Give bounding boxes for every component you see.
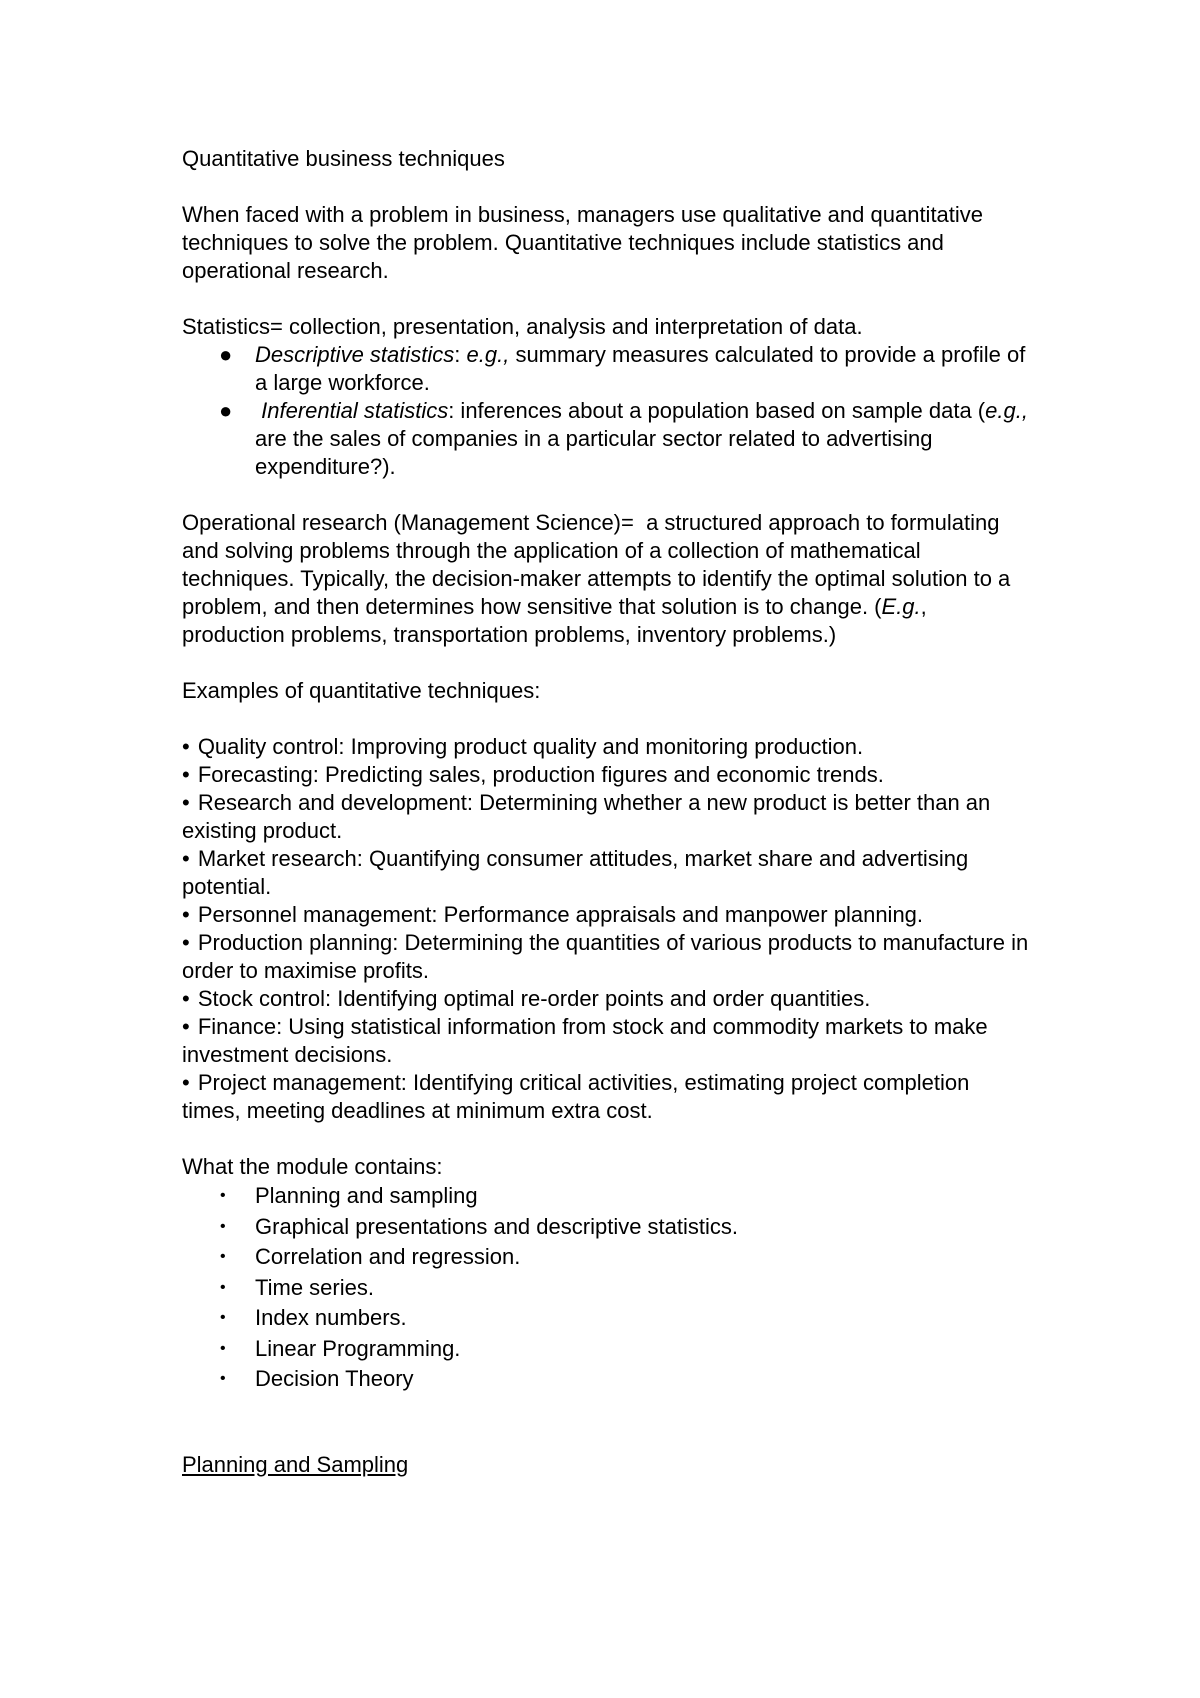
bullet-icon: • [182, 902, 190, 927]
statistics-list [182, 341, 1032, 481]
intro-paragraph: When faced with a problem in business, managers use qualitative and quantitative techniques to solve the problem. Quantitative techniques include statistics and operational research. [182, 202, 984, 283]
list-item: • Finance: Using statistical information from stock and commodity markets to make investment decisions. [182, 1014, 988, 1067]
list-item: • Time series. [182, 1273, 1032, 1304]
list-item: • Correlation and regression. [182, 1242, 1032, 1273]
list-item: • Production planning: Determining the quantities of various products to manufacture in order to maximise profits. [182, 930, 1029, 983]
examples-heading: Examples of quantitative techniques: [182, 678, 541, 703]
list-item: • Linear Programming. [182, 1334, 1032, 1365]
bullet-icon: • [220, 1370, 226, 1387]
list-item: ● Descriptive statistics: e.g., summary measures calculated to provide a profile of a large workforce. [219, 342, 1026, 395]
operational-research-paragraph: Operational research (Management Science)= a structured approach to formulating and solving problems through the application of a collection of mathematical techniques. Typically, the decision-maker attempts to identify the optimal solution to a problem, and then determines how sensitive that solution is to change. (E.g., production problems, transportation problems, inventory problems.) [182, 510, 1017, 647]
list-item: • Market research: Quantifying consumer attitudes, market share and advertising potential. [182, 846, 969, 899]
module-heading: What the module contains: [182, 1154, 443, 1179]
bullet-icon: • [220, 1309, 226, 1326]
bullet-icon: • [182, 846, 190, 871]
bullet-icon: • [182, 790, 190, 815]
bullet-icon: ● [219, 398, 233, 423]
bullet-icon: • [182, 762, 190, 787]
bullet-icon: • [182, 1014, 190, 1039]
bullet-icon: • [220, 1339, 226, 1357]
bullet-icon: • [182, 734, 190, 759]
list-item: • Quality control: Improving product quality and monitoring production. [182, 734, 864, 759]
list-item: • Planning and sampling [182, 1181, 1032, 1212]
bullet-icon: • [182, 1070, 190, 1095]
module-list [182, 1181, 1032, 1395]
bullet-icon: • [220, 1278, 226, 1296]
statistics-definition: Statistics= collection, presentation, analysis and interpretation of data. [182, 314, 863, 339]
bullet-icon: • [182, 986, 190, 1011]
section-heading: Planning and Sampling [182, 1451, 409, 1477]
list-item: • Project management: Identifying critical activities, estimating project completion times, meeting deadlines at minimum extra cost. [182, 1070, 970, 1123]
list-item: ● Inferential statistics: inferences about a population based on sample data (e.g., are the sales of companies in a particular sector related to advertising expenditure?). [219, 398, 1028, 479]
list-item: • Forecasting: Predicting sales, production figures and economic trends. [182, 762, 884, 787]
bullet-icon: • [220, 1248, 226, 1265]
list-item: • Graphical presentations and descriptive statistics. [182, 1212, 1032, 1243]
examples-list [182, 733, 1032, 1125]
list-item: • Personnel management: Performance appraisals and manpower planning. [182, 902, 924, 927]
bullet-icon: • [182, 930, 190, 955]
bullet-icon: • [220, 1187, 226, 1204]
bullet-icon: • [220, 1217, 226, 1235]
list-item: • Research and development: Determining whether a new product is better than an existing product. [182, 790, 991, 843]
list-item: • Decision Theory [182, 1364, 1032, 1395]
list-item: • Stock control: Identifying optimal re-order points and order quantities. [182, 986, 871, 1011]
document-body [182, 145, 1032, 1479]
list-item: • Index numbers. [182, 1303, 1032, 1334]
bullet-icon: ● [219, 342, 233, 367]
document-title: Quantitative business techniques [182, 146, 505, 171]
